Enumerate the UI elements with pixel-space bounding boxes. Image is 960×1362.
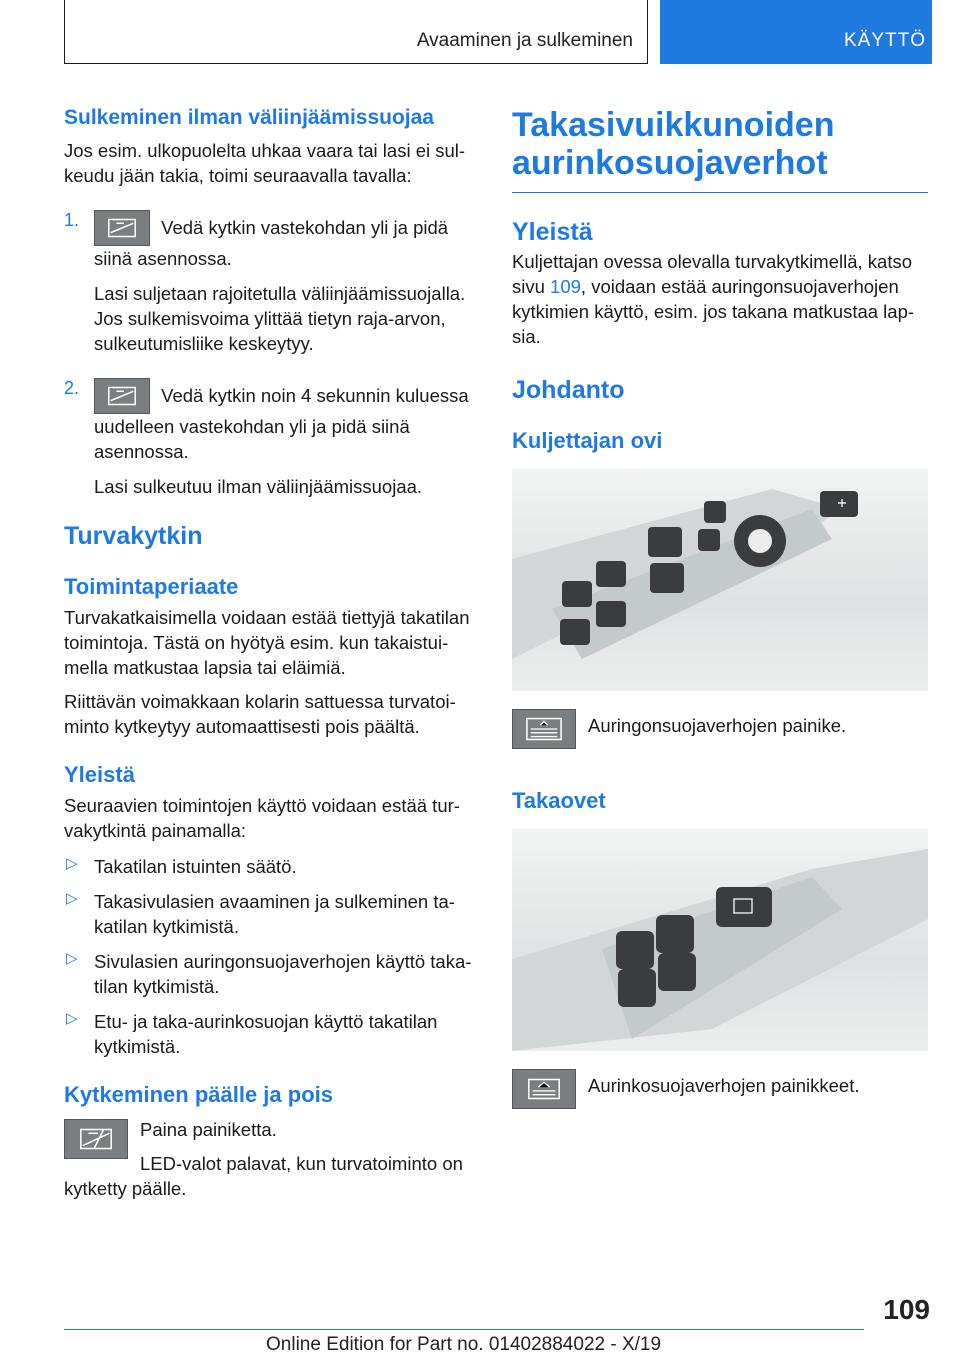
driver-door-heading: Kuljettajan ovi <box>512 428 663 453</box>
header-chapter-title: KÄYTTÖ <box>843 30 926 51</box>
step-2-number: 2. <box>64 378 80 398</box>
list-item: ▷ Sivulasien auringonsuojaverhojen käyttö takatilan kytkimistä. <box>66 950 472 997</box>
closing-without-protection-heading: Sulkeminen ilman väliinjäämissuojaa <box>64 106 434 129</box>
sunblind-button-icon <box>512 709 576 749</box>
sunblind-general-text: Kuljettajan ovessa olevalla turvakytkimellä, katso sivu 109, voidaan estää auringonsuojaverhojen kytkimien käyttö, esim. jos takana matkustaa lapsia. <box>512 251 915 347</box>
list-item: ▷ Etu- ja taka-aurinkosuojan käyttö takatilan kytkimistä. <box>66 1010 438 1057</box>
general-heading: Yleistä <box>64 762 135 787</box>
header-section-box <box>64 0 648 64</box>
caption-text: Aurinkosuojaverhojen painikkeet. <box>588 1075 860 1096</box>
rear-doors-heading: Takaovet <box>512 788 606 813</box>
list-item: ▷ Takatilan istuinten säätö. <box>66 855 297 877</box>
step-1 <box>64 210 478 356</box>
switch-on-off-heading: Kytkeminen päälle ja pois <box>64 1082 333 1107</box>
driver-door-switches-photo <box>512 469 928 691</box>
general-heading-right: Yleistä <box>512 218 593 246</box>
closing-intro-text: Jos esim. ulkopuolelta uhkaa vaara tai lasi ei sulkeudu jään takia, toimi seuraavalla tavalla: <box>64 140 466 186</box>
caption-rear-doors <box>512 1069 928 1113</box>
edition-text: Online Edition for Part no. 01402884022 - X/19 <box>266 1334 662 1355</box>
operating-principle-heading: Toimintaperiaate <box>64 574 239 599</box>
operating-principle-text: Turvakatkaisimella voidaan estää tiettyjä takatilan toimintoja. Tästä on hyötyä esim. kun takaistuimella matkustaa lapsia tai eläimiä. <box>64 607 470 678</box>
triangle-bullet-icon: ▷ <box>66 1010 78 1027</box>
page-number: 109 <box>883 1294 930 1325</box>
sunblind-buttons-icon <box>512 1069 576 1109</box>
crash-deactivation-text: Riittävän voimakkaan kolarin sattuessa turvatoiminto kytkeytyy automaattisesti pois päältä. <box>64 691 456 737</box>
sunblind-main-heading: Takasivuikkunoiden aurinkosuojaverhot <box>512 106 835 182</box>
step-1-note: Lasi suljetaan rajoitetulla väliinjäämissuojalla. Jos sulkemisvoima ylittää tietyn raja-arvon, sulkeutumisliike keskeytyy. <box>94 283 466 354</box>
intro-heading: Johdanto <box>512 376 625 404</box>
safety-switch-heading: Turvakytkin <box>64 522 203 550</box>
header-chapter-box <box>660 0 932 64</box>
general-text: Seuraavien toimintojen käyttö voidaan estää turvakytkintä painamalla: <box>64 795 460 841</box>
triangle-bullet-icon: ▷ <box>66 855 78 872</box>
led-text: LED-valot palavat, kun turvatoiminto on kytketty päälle. <box>64 1153 463 1199</box>
heading-rule <box>512 192 928 193</box>
triangle-bullet-icon: ▷ <box>66 950 78 967</box>
safety-switch-icon <box>64 1119 128 1159</box>
press-button-text: Paina painiketta. <box>140 1119 277 1140</box>
step-2-text: Vedä kytkin noin 4 sekunnin kuluessa uudelleen vastekohdan yli ja pidä siinä asennossa. <box>94 385 469 462</box>
caption-text: Auringonsuojaverhojen painike. <box>588 715 847 736</box>
list-item: ▷ Takasivulasien avaaminen ja sulkeminen takatilan kytkimistä. <box>66 890 455 937</box>
triangle-bullet-icon: ▷ <box>66 890 78 907</box>
header-section-title: Avaaminen ja sulkeminen <box>416 30 633 51</box>
switch-on-off-block <box>64 1117 478 1201</box>
rear-door-switches-photo <box>512 829 928 1051</box>
page-header <box>64 0 932 64</box>
page-reference-link[interactable]: 109 <box>550 276 581 297</box>
blocked-functions-list <box>64 854 478 1059</box>
step-2-note: Lasi sulkeutuu ilman väliinjäämissuojaa. <box>94 476 423 497</box>
step-2 <box>64 378 478 499</box>
footer-rule <box>64 1329 864 1330</box>
left-column <box>64 96 478 1201</box>
caption-driver-door <box>512 709 928 753</box>
step-1-text: Vedä kytkin vastekohdan yli ja pidä siinä asennossa. <box>94 217 449 269</box>
window-switch-icon <box>94 210 150 246</box>
window-switch-icon <box>94 378 150 414</box>
step-1-number: 1. <box>64 210 80 230</box>
right-column <box>512 96 928 1113</box>
